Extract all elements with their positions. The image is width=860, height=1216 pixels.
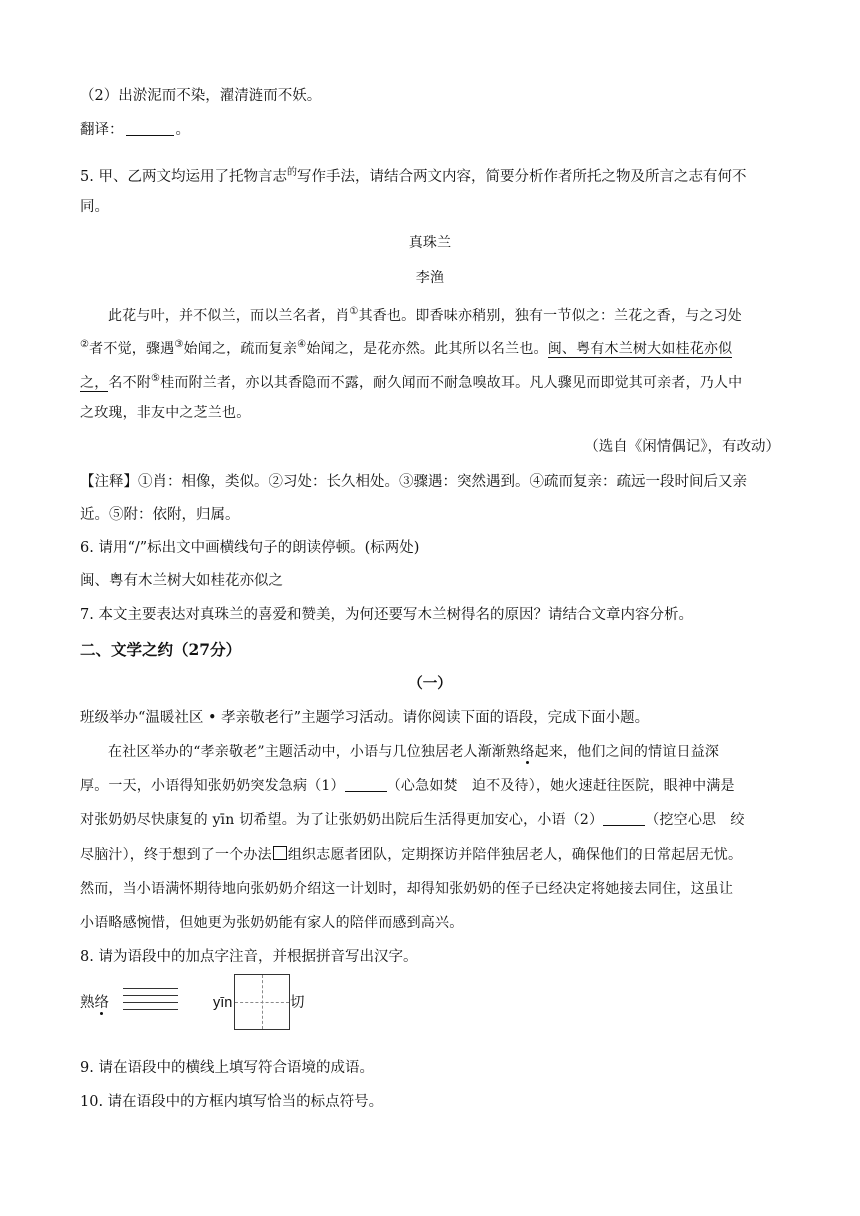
text: 其香也。即香味亦稍别，独有一节似之：兰花之香，与之习处 bbox=[358, 308, 742, 324]
dotted-char: 络 bbox=[520, 744, 535, 760]
q8-word-1 bbox=[80, 993, 120, 1013]
part-heading: （一） bbox=[408, 675, 452, 692]
notes-line-1: 【注释】①肖：相像，类似。②习处：长久相处。③骤遇：突然遇到。④疏而复亲：疏远一段时间后又亲 bbox=[80, 474, 747, 490]
q5-text: 5. 甲、乙两文均运用了托物言志 bbox=[80, 169, 287, 185]
text: 在社区举办的“孝亲敬老”主题活动中，小语与几位独居老人渐渐熟 bbox=[108, 744, 521, 760]
para-line-5: 然而，当小语满怀期待地向张奶奶介绍这一计划时，却得知张奶奶的侄子已经决定将她接去同住，这虽让 bbox=[80, 881, 734, 897]
q8-word-2: 切 bbox=[290, 995, 305, 1011]
q4-item-2: （2）出淤泥而不染，濯清涟而不妖。 bbox=[80, 88, 322, 104]
q6-sentence: 闽、粤有木兰树大如桂花亦似之 bbox=[80, 573, 283, 589]
passage-line-3 bbox=[80, 369, 780, 393]
passage-line-1 bbox=[108, 302, 808, 326]
note-mark-1: ① bbox=[349, 306, 359, 317]
q5-sup: 的 bbox=[286, 167, 297, 178]
text: 者不觉，骤遇 bbox=[89, 341, 175, 357]
text: 名不附 bbox=[108, 375, 152, 391]
idiom-blank-2[interactable] bbox=[603, 811, 645, 826]
q5-line-2: 同。 bbox=[80, 199, 109, 215]
punctuation-box[interactable] bbox=[273, 846, 287, 860]
text: 尽脑汁），终于想到了一个办法 bbox=[80, 847, 272, 863]
q7: 7. 本文主要表达对真珠兰的喜爱和赞美，为何还要写木兰树得名的原因？请结合文章内容分析。 bbox=[80, 607, 693, 623]
para-line-1 bbox=[108, 742, 808, 762]
para-line-6: 小语略感惋惜，但她更为张奶奶能有家人的陪伴而感到高兴。 bbox=[80, 915, 464, 931]
para-line-2 bbox=[80, 776, 780, 796]
idiom-blank-1[interactable] bbox=[345, 777, 387, 792]
text: 始闻之，是花亦然。此其所以名兰也。 bbox=[306, 341, 548, 357]
text: 起来，他们之间的情谊日益深 bbox=[534, 744, 720, 760]
note-mark-5: ⑤ bbox=[151, 373, 161, 384]
section-heading: 二、文学之约（27分） bbox=[80, 640, 242, 659]
notes-line-2: 近。⑤附：依附，归属。 bbox=[80, 507, 240, 523]
q5-line-1 bbox=[80, 163, 780, 187]
text: 熟 bbox=[80, 995, 95, 1011]
underlined-sentence: 闽、粤有木兰树大如桂花亦似 bbox=[547, 341, 733, 357]
text: 此花与叶，并不似兰，而以兰名者，肖 bbox=[108, 308, 350, 324]
dotted-char: 络 bbox=[94, 995, 109, 1011]
q4-translation bbox=[80, 120, 780, 140]
text: （挖空心思 绞 bbox=[645, 812, 745, 828]
para-line-3 bbox=[80, 810, 780, 830]
passage-author: 李渔 bbox=[415, 270, 445, 286]
note-mark-4: ④ bbox=[297, 339, 307, 350]
text: 桂而附兰者，亦以其香隐而不露，耐久闻而不耐急嗅故耳。凡人骤见而即觉其可亲者，乃人中 bbox=[160, 375, 743, 391]
pinyin-answer-lines[interactable] bbox=[123, 988, 178, 1018]
q8: 8. 请为语段中的加点字注音，并根据拼音写出汉字。 bbox=[80, 949, 418, 965]
q9: 9. 请在语段中的横线上填写符合语境的成语。 bbox=[80, 1060, 374, 1076]
q5-text-rest: 写作手法，请结合两文内容，简要分析作者所托之物及所言之志有何不 bbox=[296, 169, 747, 185]
answer-blank[interactable] bbox=[126, 121, 174, 136]
text: 厚。一天，小语得知张奶奶突发急病（1） bbox=[80, 778, 345, 794]
text: （心急如焚 迫不及待），她火速赶往医院，眼神中满是 bbox=[386, 778, 735, 794]
para-line-4 bbox=[80, 845, 780, 865]
underlined-sentence-end: 之， bbox=[80, 375, 109, 391]
character-grid-box[interactable] bbox=[234, 974, 290, 1030]
translation-label: 翻译： bbox=[80, 122, 124, 138]
q10: 10. 请在语段中的方框内填写恰当的标点符号。 bbox=[80, 1094, 384, 1110]
text: 组织志愿者团队，定期探访并陪伴独居老人，确保他们的日常起居无忧。 bbox=[287, 847, 743, 863]
q8-pinyin: yīn bbox=[213, 995, 233, 1011]
text: 对张奶奶尽快康复的 yīn 切希望。为了让张奶奶出院后生活得更加安心，小语（2） bbox=[80, 812, 604, 828]
note-mark-2: ② bbox=[80, 339, 90, 350]
passage-title: 真珠兰 bbox=[408, 235, 452, 251]
period: 。 bbox=[175, 122, 190, 138]
passage-source: （选自《闲情偶记》，有改动） bbox=[584, 439, 780, 455]
activity-intro: 班级举办“温暖社区 • 孝亲敬老行”主题学习活动。请你阅读下面的语段，完成下面小题。 bbox=[80, 710, 650, 726]
q6: 6. 请用“/”标出文中画横线句子的朗读停顿。(标两处) bbox=[80, 540, 420, 556]
passage-line-2 bbox=[80, 335, 780, 359]
passage-line-4: 之玫瑰，非友中之芝兰也。 bbox=[80, 405, 251, 421]
note-mark-3: ③ bbox=[174, 339, 184, 350]
text: 始闻之，疏而复亲 bbox=[183, 341, 298, 357]
